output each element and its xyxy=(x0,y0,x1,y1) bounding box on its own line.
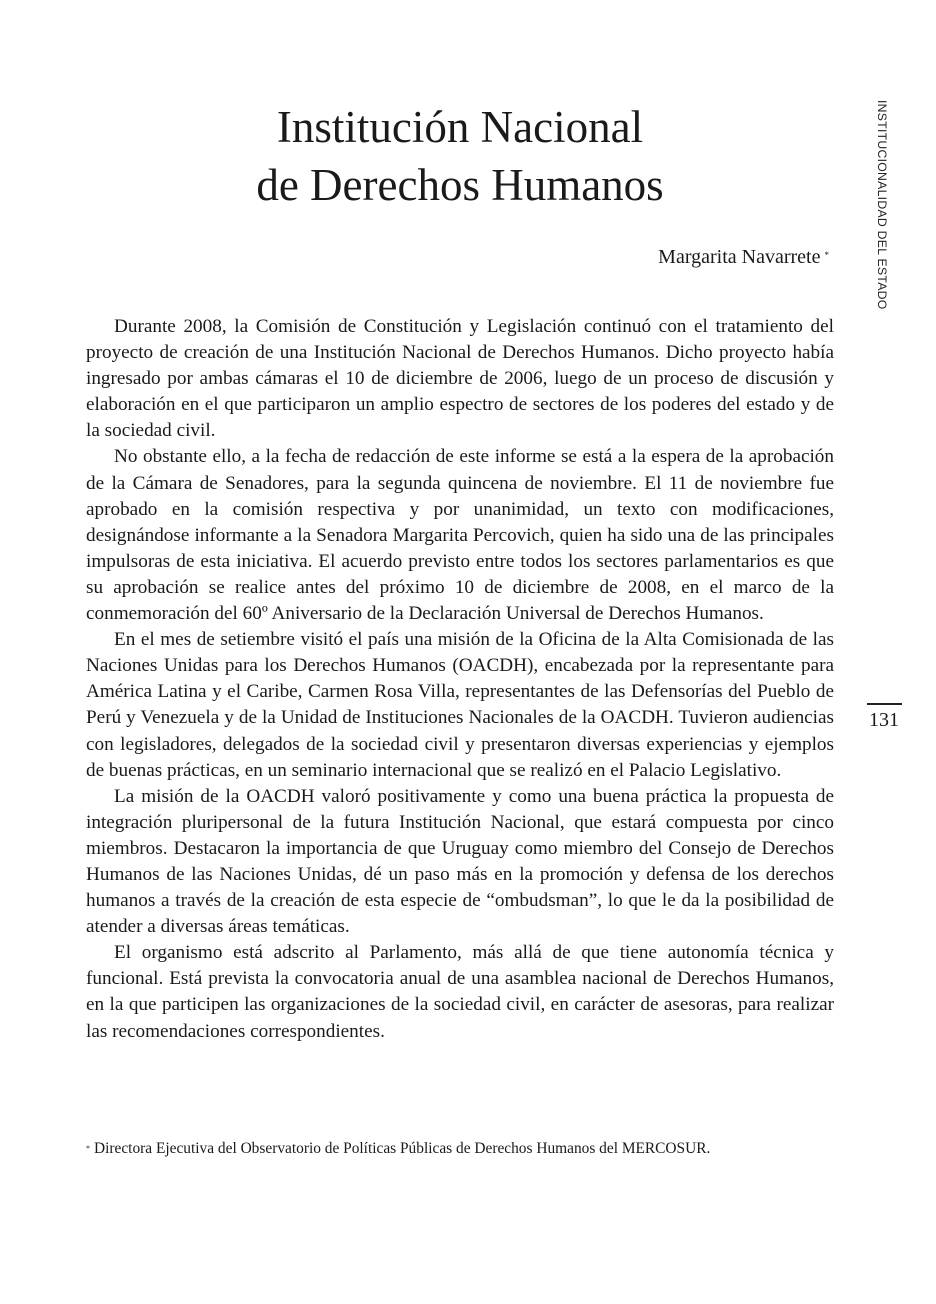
paragraph-2: No obstante ello, a la fecha de redacción de este informe se está a la espera de la aprobación de la Cámara de Senadores, para la segunda quincena de noviembre. El 11 de noviembre fue aprobado en la comisión respectiva y por unanimidad, un texto con modificaciones, designándose informante a la Senadora Margarita Percovich, quien ha sido una de las principales impulsoras de esta iniciativa. El acuerdo previsto entre todos los sectores parlamentarios es que su aprobación se realice antes del próximo 10 de diciembre de 2008, en el marco de la conmemoración del 60º Aniversario de la Declaración Universal de Derechos Humanos. xyxy=(86,446,834,625)
page-title xyxy=(160,98,760,214)
page-number: 131 xyxy=(869,709,899,731)
footnote xyxy=(86,1139,846,1159)
running-head: INSTITUCIONALIDAD DEL ESTADO xyxy=(875,100,889,310)
author-name: Margarita Navarrete xyxy=(658,246,821,268)
title-line-1: Institución Nacional xyxy=(276,102,644,152)
footnote-text: Directora Ejecutiva del Observatorio de Políticas Públicas de Derechos Humanos del MERCOSUR. xyxy=(94,1140,711,1157)
page-number-rule xyxy=(867,703,902,705)
paragraph-3: En el mes de setiembre visitó el país una misión de la Oficina de la Alta Comisionada de las Naciones Unidas para los Derechos Humanos (OACDH), encabezada por la representante para América Latina y el Caribe, Carmen Rosa Villa, representantes de las Defensorías del Pueblo de Perú y Venezuela y de la Unidad de Instituciones Nacionales de la OACDH. Tuvieron audiencias con legisladores, delegados de la sociedad civil y presentaron diversas experiencias y ejemplos de buenas prácticas, en un seminario internacional que se realizó en el Palacio Legislativo. xyxy=(86,629,834,781)
paragraph-4: La misión de la OACDH valoró positivamente y como una buena práctica la propuesta de integración pluripersonal de la futura Institución Nacional, que estará compuesta por cinco miembros. Destacaron la importancia de que Uruguay como miembro del Consejo de Derechos Humanos de las Naciones Unidas, dé un paso más en la promoción y defensa de los derechos humanos a través de la creación de esta especie de “ombudsman”, lo que le da la posibilidad de atender a diversas áreas temáticas. xyxy=(86,785,834,938)
author-footnote-mark: * xyxy=(824,250,829,260)
paragraph-5: El organismo está adscrito al Parlamento, más allá de que tiene autonomía técnica y funcional. Está prevista la convocatoria anual de una asamblea nacional de Derechos Humanos, en la que participen las organizaciones de la sociedad civil, en carácter de asesoras, para realizar las recomendaciones correspondientes. xyxy=(86,942,834,1042)
author-byline xyxy=(658,244,829,270)
article-body xyxy=(86,314,834,1045)
paragraph-1: Durante 2008, la Comisión de Constitución y Legislación continuó con el tratamiento del proyecto de creación de una Institución Nacional de Derechos Humanos. Dicho proyecto había ingresado por ambas cámaras el 10 de diciembre de 2006, luego de un proceso de discusión y elaboración en el que participaron un amplio espectro de sectores de los poderes del estado y de la sociedad civil. xyxy=(86,316,834,442)
title-line-2: de Derechos Humanos xyxy=(256,160,664,210)
footnote-mark: * xyxy=(86,1144,90,1153)
